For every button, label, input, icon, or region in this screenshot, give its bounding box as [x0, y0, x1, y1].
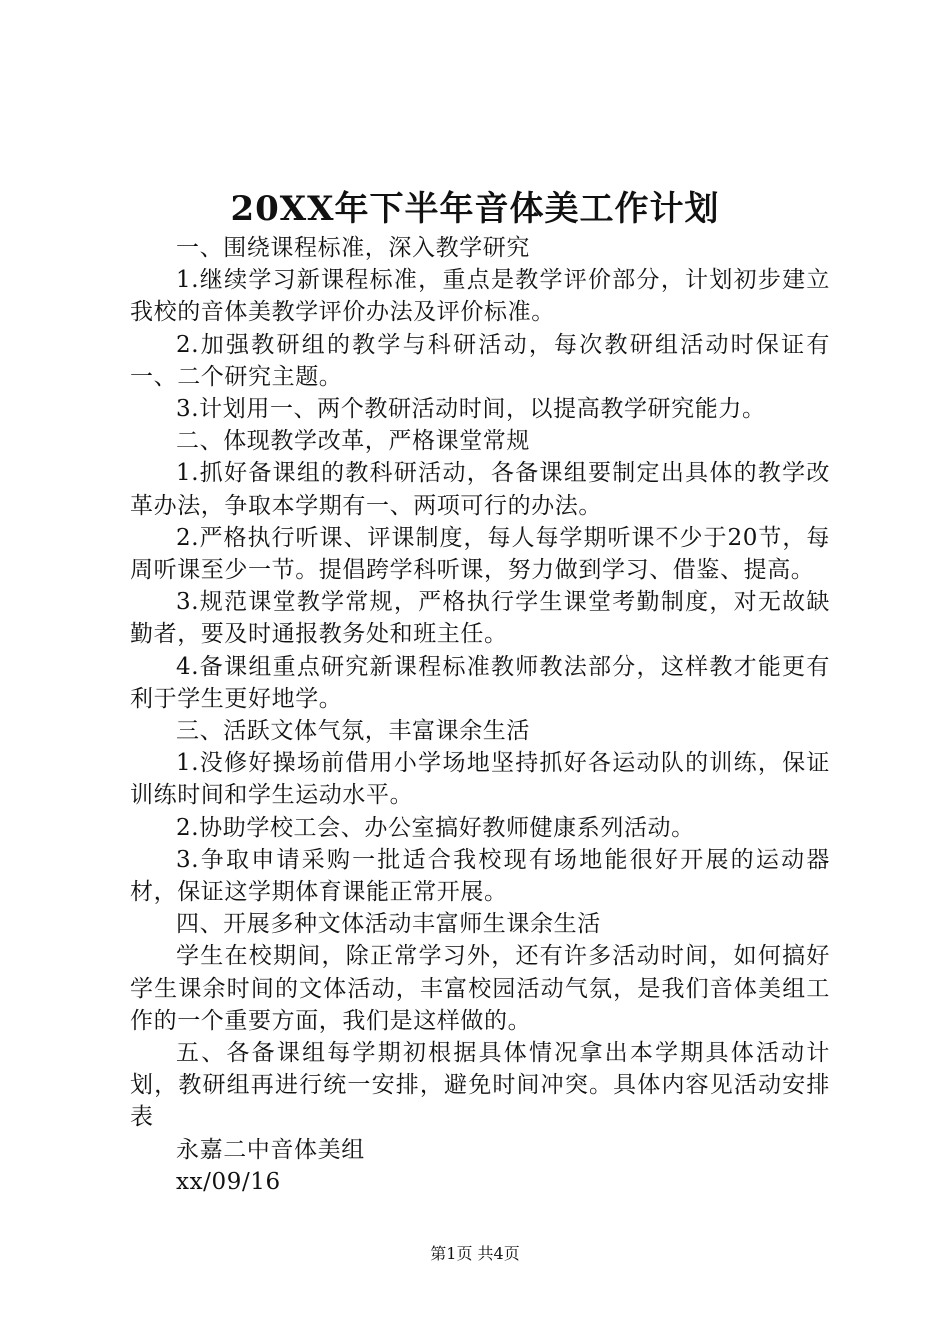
paragraph-1-1: 1.继续学习新课程标准，重点是教学评价部分，计划初步建立我校的音体美教学评价办法及评价标准。: [130, 267, 830, 326]
document-date: xx/09/16: [176, 1168, 281, 1195]
paragraph-3-2: 2.协助学校工会、办公室搞好教师健康系列活动。: [176, 814, 695, 841]
page-number: 第1页 共4页: [430, 1244, 520, 1263]
paragraph-2-2: 2.严格执行听课、评课制度，每人每学期听课不少于20节，每周听课至少一节。提倡跨学科听课，努力做到学习、借鉴、提高。: [130, 524, 830, 584]
section-heading-3: 三、活跃文体气氛，丰富课余生活: [176, 718, 530, 745]
section-heading-2: 二、体现教学改革，严格课堂常规: [176, 428, 530, 455]
paragraph-3-3: 3.争取申请采购一批适合我校现有场地能很好开展的运动器材，保证这学期体育课能正常开展。: [130, 846, 830, 906]
paragraph-2-4: 4.备课组重点研究新课程标准教师教法部分，这样教才能更有利于学生更好地学。: [130, 653, 830, 712]
section-heading-4: 四、开展多种文体活动丰富师生课余生活: [176, 911, 601, 938]
paragraph-3-1: 1.没修好操场前借用小学场地坚持抓好各运动队的训练，保证训练时间和学生运动水平。: [130, 750, 830, 809]
signature: 永嘉二中音体美组: [176, 1136, 365, 1163]
paragraph-4-1: 学生在校期间，除正常学习外，还有许多活动时间，如何搞好学生课余时间的文体活动，丰富校园活动气氛，是我们音体美组工作的一个重要方面，我们是这样做的。: [130, 943, 830, 1034]
paragraph-2-3: 3.规范课堂教学常规，严格执行学生课堂考勤制度，对无故缺勤者，要及时通报教务处和班主任。: [130, 589, 830, 648]
section-heading-5: 五、各备课组每学期初根据具体情况拿出本学期具体活动计划，教研组再进行统一安排，避免时间冲突。具体内容见活动安排表: [130, 1040, 830, 1131]
paragraph-1-3: 3.计划用一、两个教研活动时间，以提高教学研究能力。: [176, 396, 766, 423]
paragraph-1-2: 2.加强教研组的教学与科研活动，每次教研组活动时保证有一、二个研究主题。: [130, 331, 830, 390]
paragraph-2-1: 1.抓好备课组的教科研活动，各备课组要制定出具体的教学改革办法，争取本学期有一、两项可行的办法。: [130, 460, 830, 519]
document-body: [130, 232, 830, 1198]
section-heading-1: 一、围绕课程标准，深入教学研究: [176, 235, 530, 261]
document-title: 20XX年下半年音体美工作计划: [230, 189, 720, 229]
